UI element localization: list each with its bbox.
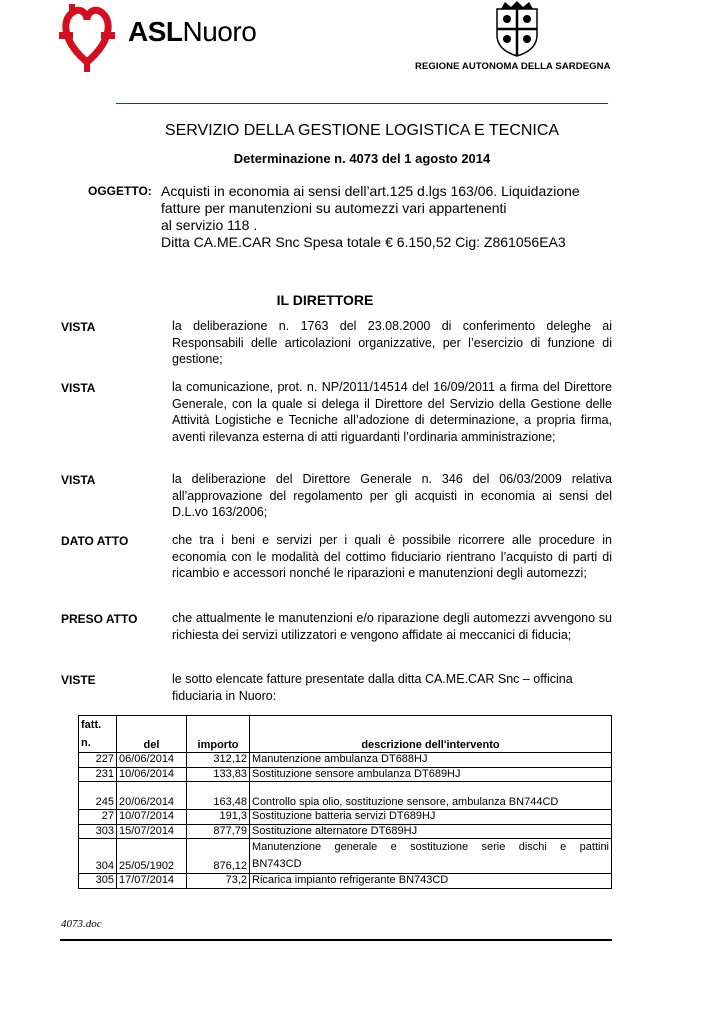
cell-importo: 73,2 bbox=[187, 874, 250, 889]
footer-filename: 4073.doc bbox=[61, 918, 102, 930]
region-name: REGIONE AUTONOMA DELLA SARDEGNA bbox=[415, 61, 611, 72]
subject-text: Acquisti in economia ai sensi dell’art.125 d.lgs 163/06. Liquidazione fatture per manutenzioni su automezzi vari appartenenti al servizio 118 . Ditta CA.ME.CAR Snc Spesa totale € 6.150,52 Cig: Z861056EA3 bbox=[161, 183, 580, 250]
cell-descrizione: Sostituzione alternatore DT689HJ bbox=[250, 824, 612, 839]
table-row bbox=[79, 767, 612, 782]
cell-importo: 133,83 bbox=[187, 767, 250, 782]
cell-importo: 191,3 bbox=[187, 810, 250, 825]
cell-del: 25/05/1902 bbox=[117, 839, 187, 874]
cell-del: 20/06/2014 bbox=[117, 782, 187, 810]
table-row bbox=[79, 753, 612, 768]
cell-del: 10/06/2014 bbox=[117, 767, 187, 782]
cell-del: 17/07/2014 bbox=[117, 874, 187, 889]
cell-descrizione: Ricarica impianto refrigerante BN743CD bbox=[250, 874, 612, 889]
clause-label: PRESO ATTO bbox=[61, 612, 138, 626]
clause-label: VISTA bbox=[61, 473, 96, 487]
clause-text: che tra i beni e servizi per i quali è possibile ricorrere alle procedure in economia con le modalità del cottimo fiduciario rientrano l’acquisto di parti di ricambio e accessori nonché le riparazioni e manutenzioni degli automezzi; bbox=[172, 533, 612, 580]
asl-logo-icon bbox=[55, 2, 119, 72]
cell-del: 06/06/2014 bbox=[117, 753, 187, 768]
region-crest-icon bbox=[487, 1, 547, 57]
cell-descrizione: Controllo spia olio, sostituzione sensore, ambulanza BN744CD bbox=[250, 782, 612, 810]
cell-n: 227 bbox=[79, 753, 117, 768]
cell-importo: 876,12 bbox=[187, 839, 250, 874]
determination-title: Determinazione n. 4073 del 1 agosto 2014 bbox=[233, 151, 491, 166]
clause-label: VISTA bbox=[61, 381, 96, 395]
header-cell-n: fatt. n. bbox=[79, 716, 117, 753]
logo-text: ASLNuoro bbox=[128, 16, 257, 47]
cell-n: 231 bbox=[79, 767, 117, 782]
table-row bbox=[79, 782, 612, 810]
cell-descrizione: Sostituzione sensore ambulanza DT689HJ bbox=[250, 767, 612, 782]
clause-text: le sotto elencate fatture presentate dalla ditta CA.ME.CAR Snc – officina fiduciaria in Nuoro: bbox=[172, 672, 573, 703]
cell-importo: 312,12 bbox=[187, 753, 250, 768]
cell-n: 27 bbox=[79, 810, 117, 825]
clause-text: che attualmente le manutenzioni e/o riparazione degli automezzi avvengono su richiesta dei servizi utilizzatori e vengono affidate ai meccanici di fiducia; bbox=[172, 611, 612, 642]
header-cell-importo: importo bbox=[187, 716, 250, 753]
clause-text: la comunicazione, prot. n. NP/2011/14514 del 16/09/2011 a firma del Direttore Generale, con la quale si delega il Direttore del Servizio della Gestione delle Attività Logistiche e Tecniche all’adozione di determinazione, a propria firma, aventi rilevanza esterna di atti riguardanti l’ordinaria amministrazione; bbox=[172, 380, 612, 444]
cell-n: 245 bbox=[79, 782, 117, 810]
clause-label: DATO ATTO bbox=[61, 534, 129, 548]
cell-descrizione: Manutenzione generale e sostituzione serie dischi e pattini BN743CD bbox=[250, 839, 612, 874]
table-row bbox=[79, 874, 612, 889]
cell-descrizione: Sostituzione batteria servizi DT689HJ bbox=[250, 810, 612, 825]
invoice-table bbox=[78, 715, 612, 889]
header-divider bbox=[116, 103, 608, 104]
cell-n: 304 bbox=[79, 839, 117, 874]
cell-descrizione: Manutenzione ambulanza DT688HJ bbox=[250, 753, 612, 768]
clause-text: la deliberazione del Direttore Generale n. 346 del 06/03/2009 relativa all’approvazione del regolamento per gli acquisti in economia ai sensi del D.L.vo 163/2006; bbox=[172, 472, 612, 519]
service-title: SERVIZIO DELLA GESTIONE LOGISTICA E TECNICA bbox=[164, 122, 560, 139]
clause-label: VISTE bbox=[61, 673, 96, 687]
header-cell-descrizione: descrizione dell'intervento bbox=[250, 716, 612, 753]
cell-importo: 163,48 bbox=[187, 782, 250, 810]
clause-label: VISTA bbox=[61, 320, 96, 334]
director-heading: IL DIRETTORE bbox=[276, 292, 374, 308]
header-cell-del: del bbox=[117, 716, 187, 753]
subject-label: OGGETTO: bbox=[88, 184, 152, 198]
cell-del: 10/07/2014 bbox=[117, 810, 187, 825]
footer-divider bbox=[60, 939, 612, 941]
table-header-row bbox=[79, 716, 612, 753]
cell-n: 305 bbox=[79, 874, 117, 889]
table-row bbox=[79, 824, 612, 839]
table-row bbox=[79, 839, 612, 874]
table-row bbox=[79, 810, 612, 825]
cell-n: 303 bbox=[79, 824, 117, 839]
cell-importo: 877,79 bbox=[187, 824, 250, 839]
cell-del: 15/07/2014 bbox=[117, 824, 187, 839]
clause-text: la deliberazione n. 1763 del 23.08.2000 di conferimento deleghe ai Responsabili delle articolazioni organizzative, per l’esercizio di funzione di gestione; bbox=[172, 319, 612, 366]
